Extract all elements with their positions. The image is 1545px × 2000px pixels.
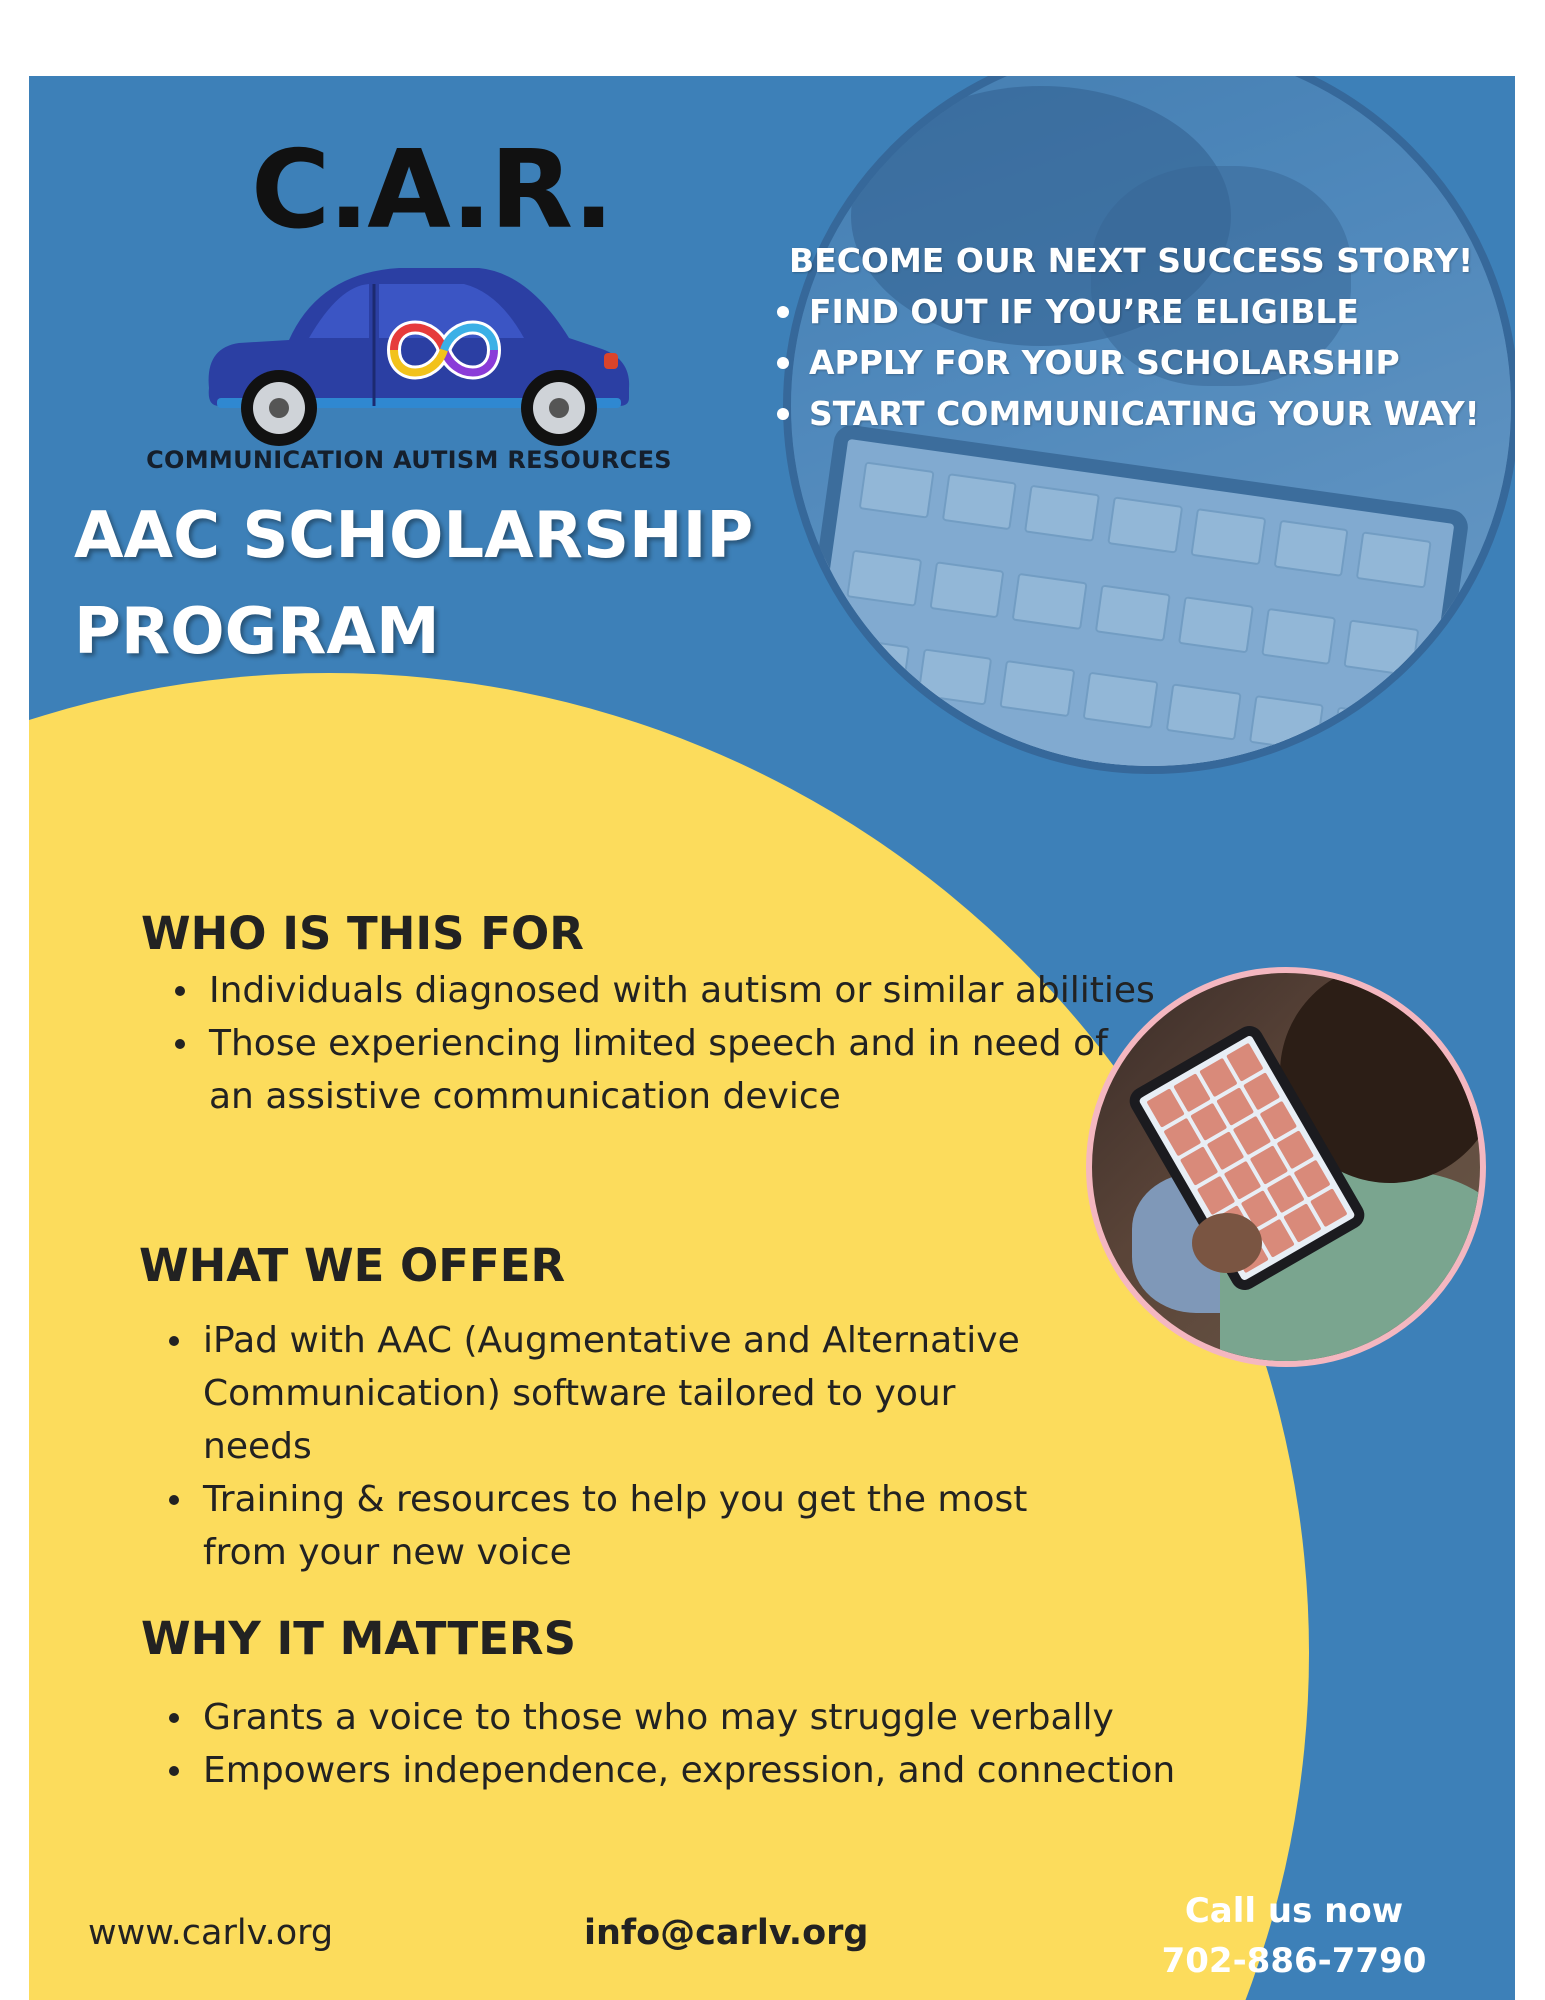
- success-item: FIND OUT IF YOU’RE ELIGIBLE: [769, 286, 1515, 337]
- list-item: Those experiencing limited speech and in need of an assistive communication device: [141, 1017, 1151, 1123]
- website-link[interactable]: www.carlv.org: [88, 1913, 334, 1953]
- section-heading: WHO IS THIS FOR: [141, 907, 584, 960]
- program-title-line-2: PROGRAM: [74, 595, 440, 669]
- flyer-poster: [29, 76, 1515, 2000]
- phone-number[interactable]: 702-886-7790: [1161, 1941, 1427, 1981]
- call-us-block: [1129, 1886, 1459, 1986]
- success-heading: BECOME OUR NEXT SUCCESS STORY!: [789, 241, 1474, 280]
- list-item: Grants a voice to those who may struggle verbally: [141, 1691, 1291, 1744]
- list-item: iPad with AAC (Augmentative and Alternative Communication) software tailored to your needs: [139, 1314, 1069, 1473]
- why-it-matters-section: [141, 1609, 1291, 1797]
- section-heading: WHAT WE OFFER: [139, 1239, 566, 1292]
- car-with-infinity-icon: [199, 248, 639, 448]
- call-label: Call us now: [1184, 1891, 1404, 1931]
- list-item: Individuals diagnosed with autism or similar abilities: [141, 964, 1241, 1017]
- what-we-offer-section: [139, 1236, 1139, 1579]
- logo-title: C.A.R.: [251, 128, 613, 253]
- who-is-this-for-section: [141, 904, 1241, 1123]
- list-item: Empowers independence, expression, and connection: [141, 1744, 1291, 1797]
- bullet-list: [141, 964, 1241, 1123]
- logo-subtitle: COMMUNICATION AUTISM RESOURCES: [146, 446, 672, 474]
- success-item: APPLY FOR YOUR SCHOLARSHIP: [769, 337, 1515, 388]
- program-title-line-1: AAC SCHOLARSHIP: [74, 499, 754, 573]
- bullet-list: [139, 1314, 1139, 1579]
- program-title: [74, 488, 834, 680]
- email-link[interactable]: info@carlv.org: [584, 1913, 869, 1953]
- success-list: [769, 286, 1515, 439]
- bullet-list: [141, 1691, 1291, 1797]
- car-logo: [129, 128, 689, 528]
- list-item: Training & resources to help you get the most from your new voice: [139, 1473, 1029, 1579]
- success-item: START COMMUNICATING YOUR WAY!: [769, 388, 1515, 439]
- section-heading: WHY IT MATTERS: [141, 1612, 576, 1665]
- success-story-block: [769, 236, 1515, 439]
